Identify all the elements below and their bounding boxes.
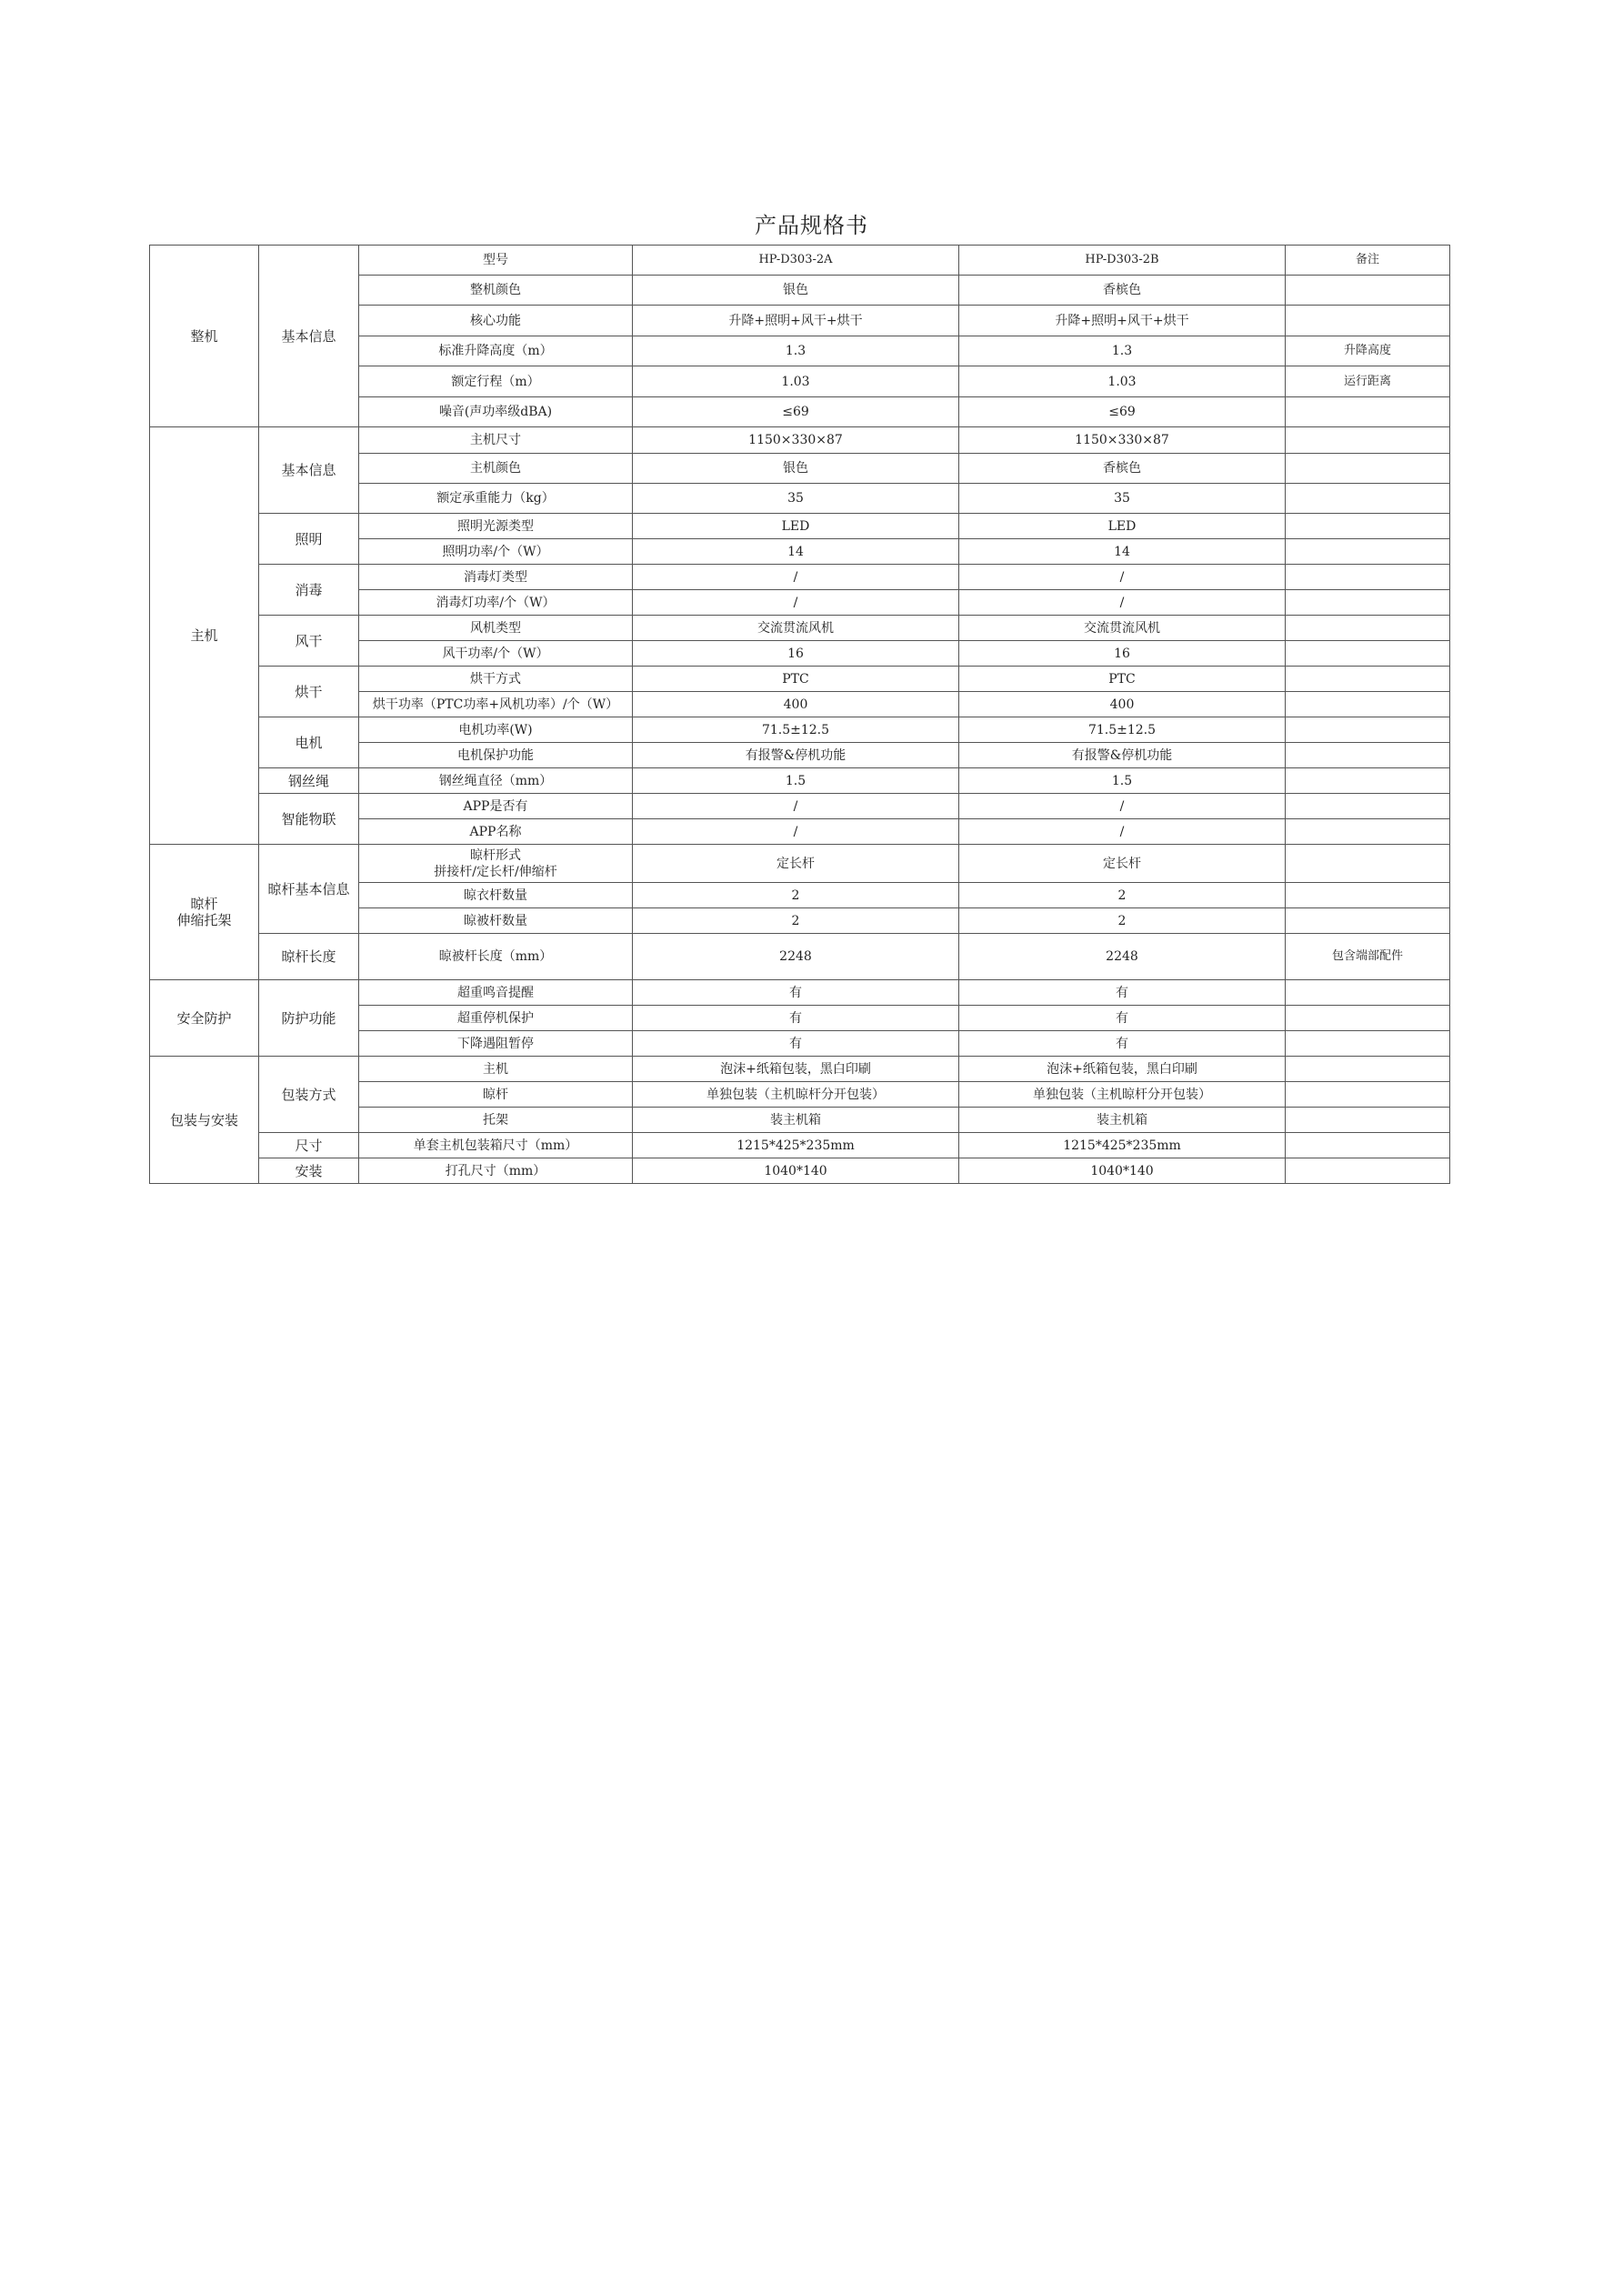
remark-cell (1286, 397, 1450, 427)
remark-cell (1286, 539, 1450, 565)
remark-cell (1286, 276, 1450, 306)
item-cell: 超重停机保护 (359, 1006, 633, 1031)
item-cell: 噪音(声功率级dBA) (359, 397, 633, 427)
header-model-a: HP-D303-2A (633, 246, 959, 276)
value-b-cell: 泡沫+纸箱包装，黑白印刷 (959, 1057, 1286, 1082)
item-cell: 照明光源类型 (359, 514, 633, 539)
category-line: 伸缩托架 (176, 912, 232, 928)
remark-cell (1286, 484, 1450, 514)
remark-cell (1286, 768, 1450, 794)
value-b-cell: / (959, 794, 1286, 819)
item-cell (359, 845, 633, 883)
value-a-cell: 单独包装（主机晾杆分开包装） (633, 1082, 959, 1108)
value-b-cell: 装主机箱 (959, 1108, 1286, 1133)
table-row (150, 717, 1450, 743)
value-a-cell: / (633, 590, 959, 616)
item-cell: 消毒灯功率/个（W） (359, 590, 633, 616)
value-a-cell: / (633, 565, 959, 590)
value-b-cell: / (959, 565, 1286, 590)
remark-cell (1286, 616, 1450, 641)
value-a-cell: 交流贯流风机 (633, 616, 959, 641)
value-b-cell: 交流贯流风机 (959, 616, 1286, 641)
header-model-b: HP-D303-2B (959, 246, 1286, 276)
remark-cell (1286, 1057, 1450, 1082)
item-cell: 托架 (359, 1108, 633, 1133)
value-a-cell: 1215*425*235mm (633, 1133, 959, 1158)
remark-cell (1286, 819, 1450, 845)
value-a-cell: 35 (633, 484, 959, 514)
remark-cell (1286, 667, 1450, 692)
remark-cell (1286, 845, 1450, 883)
item-cell: 整机颜色 (359, 276, 633, 306)
subcategory-cell: 安装 (259, 1158, 359, 1184)
value-a-cell: 1.3 (633, 336, 959, 366)
value-b-cell: 35 (959, 484, 1286, 514)
subcategory-cell: 晾杆基本信息 (259, 845, 359, 934)
item-cell: 额定承重能力（kg） (359, 484, 633, 514)
remark-cell (1286, 883, 1450, 908)
remark-cell (1286, 565, 1450, 590)
item-cell: 晾被杆数量 (359, 908, 633, 934)
subcategory-cell: 智能物联 (259, 794, 359, 845)
value-b-cell: 2248 (959, 934, 1286, 980)
table-row (150, 1057, 1450, 1082)
table-row (150, 1133, 1450, 1158)
value-b-cell: 1.03 (959, 366, 1286, 397)
value-b-cell: 1040*140 (959, 1158, 1286, 1184)
item-cell: 烘干方式 (359, 667, 633, 692)
table-row (150, 565, 1450, 590)
value-b-cell: 香槟色 (959, 454, 1286, 484)
remark-cell (1286, 1133, 1450, 1158)
table-row (150, 1158, 1450, 1184)
subcategory-cell: 消毒 (259, 565, 359, 616)
item-cell: 主机颜色 (359, 454, 633, 484)
item-cell: 单套主机包装箱尺寸（mm） (359, 1133, 633, 1158)
value-b-cell: 14 (959, 539, 1286, 565)
item-cell: 烘干功率（PTC功率+风机功率）/个（W） (359, 692, 633, 717)
value-b-cell: 400 (959, 692, 1286, 717)
value-b-cell: / (959, 590, 1286, 616)
item-line: 晾杆形式 (470, 847, 521, 863)
value-a-cell: 1040*140 (633, 1158, 959, 1184)
subcategory-cell: 防护功能 (259, 980, 359, 1057)
remark-cell (1286, 794, 1450, 819)
remark-cell (1286, 1006, 1450, 1031)
value-a-cell: 2248 (633, 934, 959, 980)
remark-cell (1286, 427, 1450, 454)
value-b-cell: 有 (959, 1031, 1286, 1057)
item-cell: 下降遇阻暂停 (359, 1031, 633, 1057)
value-a-cell: 16 (633, 641, 959, 667)
value-a-cell: 银色 (633, 454, 959, 484)
value-b-cell: 有 (959, 1006, 1286, 1031)
item-line: 拼接杆/定长杆/伸缩杆 (434, 864, 557, 879)
table-row (150, 427, 1450, 454)
subcategory-cell: 钢丝绳 (259, 768, 359, 794)
item-cell: 额定行程（m） (359, 366, 633, 397)
remark-cell (1286, 1082, 1450, 1108)
value-a-cell: / (633, 819, 959, 845)
remark-cell: 包含端部配件 (1286, 934, 1450, 980)
item-cell: APP名称 (359, 819, 633, 845)
value-a-cell: 2 (633, 908, 959, 934)
value-b-cell: 1.5 (959, 768, 1286, 794)
item-cell: 核心功能 (359, 306, 633, 336)
value-a-cell: 升降+照明+风干+烘干 (633, 306, 959, 336)
value-a-cell: LED (633, 514, 959, 539)
header-item: 型号 (359, 246, 633, 276)
value-a-cell: / (633, 794, 959, 819)
value-a-cell: 有 (633, 1006, 959, 1031)
subcategory-cell: 电机 (259, 717, 359, 768)
table-row (150, 514, 1450, 539)
value-b-cell: 定长杆 (959, 845, 1286, 883)
value-b-cell: PTC (959, 667, 1286, 692)
category-cell: 安全防护 (150, 980, 259, 1057)
value-b-cell: 71.5±12.5 (959, 717, 1286, 743)
value-a-cell: 2 (633, 883, 959, 908)
value-a-cell: 泡沫+纸箱包装，黑白印刷 (633, 1057, 959, 1082)
subcategory-cell: 包装方式 (259, 1057, 359, 1133)
remark-cell (1286, 908, 1450, 934)
remark-cell (1286, 514, 1450, 539)
item-cell: 钢丝绳直径（mm） (359, 768, 633, 794)
subcategory-cell: 尺寸 (259, 1133, 359, 1158)
item-cell: 主机尺寸 (359, 427, 633, 454)
remark-cell (1286, 1108, 1450, 1133)
value-a-cell: 银色 (633, 276, 959, 306)
category-cell (150, 845, 259, 980)
table-row (150, 845, 1450, 883)
value-b-cell: 香槟色 (959, 276, 1286, 306)
item-cell: 风机类型 (359, 616, 633, 641)
remark-cell (1286, 306, 1450, 336)
remark-cell (1286, 641, 1450, 667)
value-a-cell: ≤69 (633, 397, 959, 427)
value-a-cell: 1.5 (633, 768, 959, 794)
subcategory-cell: 风干 (259, 616, 359, 667)
value-a-cell: 有 (633, 1031, 959, 1057)
value-a-cell: 有报警&停机功能 (633, 743, 959, 768)
value-a-cell: 有 (633, 980, 959, 1006)
category-line: 晾杆 (190, 896, 218, 912)
table-row (150, 794, 1450, 819)
remark-cell (1286, 743, 1450, 768)
value-a-cell: 400 (633, 692, 959, 717)
page-title: 产品规格书 (755, 213, 868, 238)
remark-cell (1286, 454, 1450, 484)
table-row (150, 616, 1450, 641)
value-b-cell: 升降+照明+风干+烘干 (959, 306, 1286, 336)
subcategory-cell: 晾杆长度 (259, 934, 359, 980)
subcategory-cell: 烘干 (259, 667, 359, 717)
value-b-cell: 1.3 (959, 336, 1286, 366)
item-cell: 消毒灯类型 (359, 565, 633, 590)
value-a-cell: 定长杆 (633, 845, 959, 883)
table-row (150, 768, 1450, 794)
value-a-cell: PTC (633, 667, 959, 692)
category-cell: 主机 (150, 427, 259, 845)
spec-table (149, 245, 1450, 1184)
item-cell: 风干功率/个（W） (359, 641, 633, 667)
subcategory-cell: 基本信息 (259, 246, 359, 427)
table-row (150, 980, 1450, 1006)
item-cell: 照明功率/个（W） (359, 539, 633, 565)
value-b-cell: 单独包装（主机晾杆分开包装） (959, 1082, 1286, 1108)
value-b-cell: 有报警&停机功能 (959, 743, 1286, 768)
remark-cell (1286, 692, 1450, 717)
value-b-cell: 1215*425*235mm (959, 1133, 1286, 1158)
value-b-cell: ≤69 (959, 397, 1286, 427)
category-cell: 整机 (150, 246, 259, 427)
value-b-cell: 1150×330×87 (959, 427, 1286, 454)
value-b-cell: 16 (959, 641, 1286, 667)
remark-cell (1286, 1158, 1450, 1184)
item-cell: 晾衣杆数量 (359, 883, 633, 908)
value-a-cell: 1150×330×87 (633, 427, 959, 454)
table-row (150, 667, 1450, 692)
item-cell: 打孔尺寸（mm） (359, 1158, 633, 1184)
table-row (150, 246, 1450, 276)
item-cell: APP是否有 (359, 794, 633, 819)
value-a-cell: 71.5±12.5 (633, 717, 959, 743)
item-cell: 标准升降高度（m） (359, 336, 633, 366)
item-cell: 晾杆 (359, 1082, 633, 1108)
remark-cell (1286, 1031, 1450, 1057)
remark-cell: 升降高度 (1286, 336, 1450, 366)
subcategory-cell: 基本信息 (259, 427, 359, 514)
item-cell: 电机保护功能 (359, 743, 633, 768)
item-cell: 超重鸣音提醒 (359, 980, 633, 1006)
table-row (150, 934, 1450, 980)
value-b-cell: 2 (959, 883, 1286, 908)
remark-cell (1286, 980, 1450, 1006)
item-cell: 主机 (359, 1057, 633, 1082)
header-remark: 备注 (1286, 246, 1450, 276)
remark-cell (1286, 590, 1450, 616)
value-a-cell: 装主机箱 (633, 1108, 959, 1133)
value-b-cell: 2 (959, 908, 1286, 934)
item-cell: 电机功率(W) (359, 717, 633, 743)
remark-cell: 运行距离 (1286, 366, 1450, 397)
item-cell: 晾被杆长度（mm） (359, 934, 633, 980)
value-a-cell: 1.03 (633, 366, 959, 397)
category-cell: 包装与安装 (150, 1057, 259, 1184)
value-b-cell: 有 (959, 980, 1286, 1006)
remark-cell (1286, 717, 1450, 743)
value-a-cell: 14 (633, 539, 959, 565)
value-b-cell: LED (959, 514, 1286, 539)
subcategory-cell: 照明 (259, 514, 359, 565)
value-b-cell: / (959, 819, 1286, 845)
